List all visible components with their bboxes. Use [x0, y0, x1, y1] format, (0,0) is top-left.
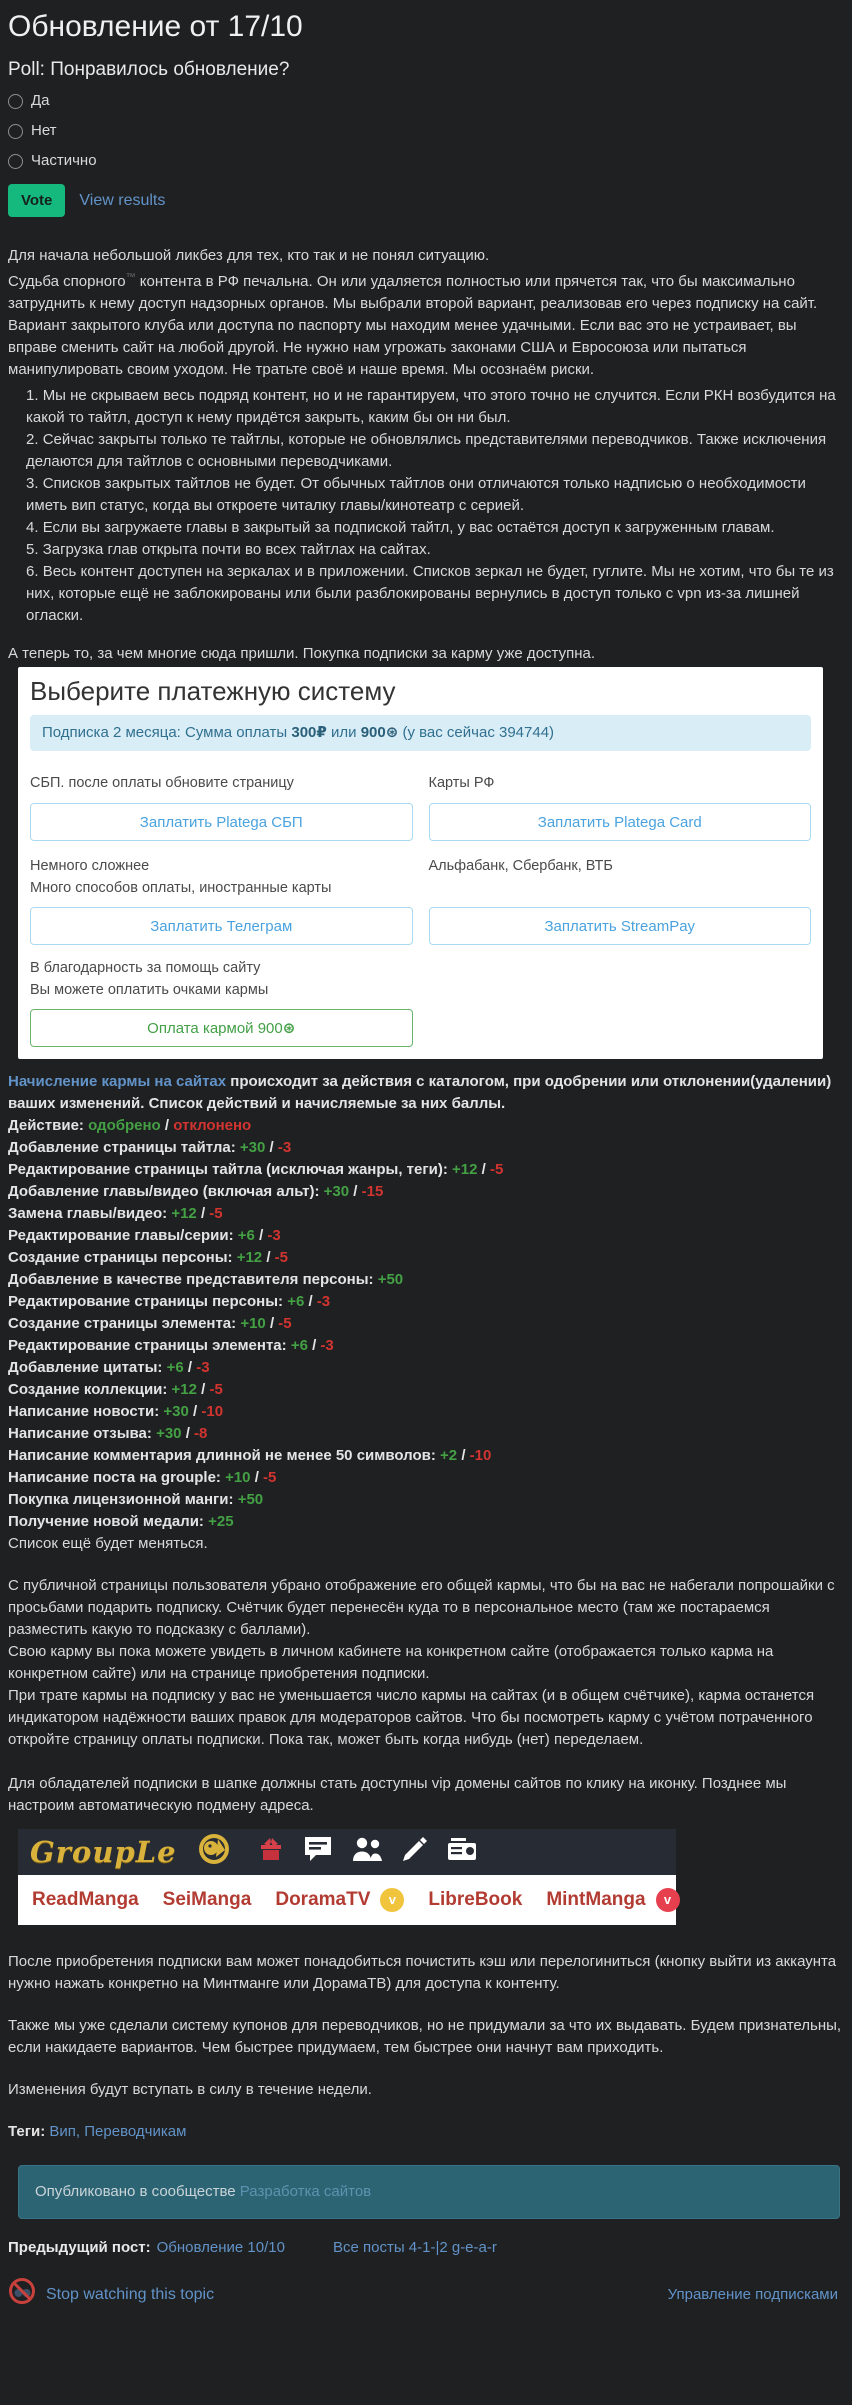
karma-item: [8, 1313, 842, 1335]
karma-item: [8, 1423, 842, 1445]
karma-plus-value: +30: [323, 1183, 350, 1200]
grouple-banner[interactable]: [18, 1829, 676, 1925]
karma-plus-value: +30: [156, 1425, 182, 1442]
karma-minus-value: -3: [277, 1139, 292, 1156]
separator: /: [200, 1205, 206, 1222]
poll-option-label: Нет: [31, 122, 57, 139]
amount-rub: 300₽: [291, 724, 327, 741]
karma-plus-value: +12: [236, 1249, 263, 1266]
karma-minus-value: -5: [274, 1249, 289, 1266]
karma-plus-value: +12: [171, 1205, 197, 1222]
grouple-banner-header: [18, 1829, 676, 1875]
karma-plus-value: +12: [171, 1381, 197, 1398]
view-results-link[interactable]: View results: [79, 191, 166, 209]
pay-platega-card-button[interactable]: Заплатить Platega Card: [429, 803, 812, 841]
cache-note-text: После приобретения подписки вам может понадобиться почистить кэш или перелогиниться (кнопку выйти из аккаунта нужно нажать конкретно на Минтманге или ДорамаТВ) для доступа к контенту.: [8, 1953, 837, 1992]
rollout-text: Изменения будут вступать в силу в течение недели.: [8, 2081, 372, 2098]
karma-thanks-note: В благодарность за помощь сайту Вы можете оплатить очками кармы: [30, 960, 269, 998]
karma-minus-value: -5: [489, 1161, 504, 1178]
payment-grid: [30, 763, 811, 1047]
karma-item: [8, 1467, 842, 1489]
comments-icon[interactable]: [303, 1835, 333, 1870]
karma-item: [8, 1335, 842, 1357]
karma-item-label: Создание страницы элемента:: [8, 1315, 237, 1332]
rule-item: 2. Сейчас закрыты только те тайтлы, которые не обновлялись представителями переводчиков. Также исключения делаются для тайтлов с основными переводчиками.: [26, 429, 842, 473]
karma-section: [8, 1071, 842, 1555]
grouple-mascot-icon: [197, 1832, 231, 1873]
users-icon[interactable]: [351, 1836, 383, 1869]
separator: /: [201, 1381, 206, 1398]
paragraph: При трате кармы на подписку у вас не уменьшается число кармы на сайтах (и в общем счётчике), карма останется индикатором надёжности ваших правок для модераторов сайтов. Что бы посмотреть карму с учётом потраченного откройте страницу оплаты подписки. Пока так, может быть когда нибудь (нет) переделаем.: [8, 1687, 815, 1748]
site-link[interactable]: DoramaTV: [275, 1889, 371, 1910]
karma-item: [8, 1401, 842, 1423]
poll-option-label: Частично: [31, 152, 97, 169]
separator: /: [312, 1337, 317, 1354]
radio-icon[interactable]: [8, 94, 23, 109]
site-link[interactable]: LibreBook: [428, 1889, 523, 1910]
karma-item: [8, 1489, 842, 1511]
karma-item-label: Написание поста на grouple:: [8, 1469, 221, 1486]
karma-plus-value: +25: [208, 1513, 234, 1530]
poll-option-label: Да: [31, 92, 50, 109]
poll-option[interactable]: [8, 90, 842, 112]
cards-note: Карты РФ: [428, 775, 495, 791]
subscription-info-bar: [30, 715, 811, 751]
karma-item-label: Редактирование страницы элемента:: [8, 1337, 287, 1354]
banner-site[interactable]: [32, 1889, 139, 1911]
karma-plus-value: +50: [237, 1491, 264, 1508]
separator: /: [353, 1183, 358, 1200]
karma-minus-value: -5: [278, 1315, 292, 1332]
separator: /: [164, 1117, 170, 1134]
karma-minus-value: -15: [361, 1183, 384, 1200]
poll-actions: [8, 184, 842, 217]
banner-site[interactable]: [546, 1888, 679, 1912]
poll-option[interactable]: [8, 150, 842, 172]
karma-item-label: Написание новости:: [8, 1403, 160, 1420]
karma-plus-value: +6: [287, 1293, 305, 1310]
stop-watching-control[interactable]: [8, 2277, 214, 2312]
intro-text: [8, 245, 842, 381]
karma-items: [8, 1137, 842, 1533]
karma-item: [8, 1269, 842, 1291]
karma-minus-value: -5: [209, 1205, 223, 1222]
rules-list: [8, 385, 842, 627]
site-link[interactable]: ReadManga: [32, 1889, 139, 1910]
karma-details-text: [8, 1575, 842, 1751]
karma-icon: ⊛: [385, 724, 399, 741]
radio-icon[interactable]: [8, 124, 23, 139]
radio-icon[interactable]: [8, 154, 23, 169]
pay-karma-button[interactable]: Оплата кармой 900⊛: [30, 1009, 413, 1047]
karma-item: [8, 1137, 842, 1159]
separator: /: [259, 1227, 264, 1244]
separator: /: [187, 1359, 193, 1376]
separator: /: [461, 1447, 466, 1464]
telegram-note: Немного сложнее Много способов оплаты, иностранные карты: [30, 858, 332, 896]
karma-plus-value: +12: [452, 1161, 478, 1178]
pay-platega-sbp-button[interactable]: Заплатить Platega СБП: [30, 803, 413, 841]
all-posts-link[interactable]: Все посты 4-1-|2 g-e-a-r: [332, 2239, 497, 2256]
site-link[interactable]: MintManga: [546, 1889, 646, 1910]
page-title: Обновление от 17/10: [8, 10, 303, 43]
karma-minus-value: -3: [196, 1359, 210, 1376]
vip-domains-text: Для обладателей подписки в шапке должны стать доступны vip домены сайтов по клику на иконку. Позднее мы настроим автоматическую подмену адреса.: [8, 1775, 787, 1814]
empty-cell: [429, 945, 812, 1009]
info-prefix: Подписка 2 месяца: Сумма оплаты: [42, 724, 292, 741]
karma-item-label: Создание коллекции:: [8, 1381, 168, 1398]
site-link[interactable]: SeiManga: [162, 1889, 252, 1910]
karma-item-label: Добавление цитаты:: [8, 1359, 163, 1376]
karma-item-label: Покупка лицензионной манги:: [8, 1491, 234, 1508]
karma-intro: [8, 1071, 842, 1115]
info-or: или: [326, 724, 361, 741]
karma-plus-value: +6: [290, 1337, 308, 1354]
amount-karma: 900⊛: [360, 724, 399, 741]
separator: /: [308, 1293, 313, 1310]
community-link[interactable]: Разработка сайтов: [239, 2183, 372, 2200]
karma-item: [8, 1445, 842, 1467]
karma-balance: (у вас сейчас 394744): [398, 724, 555, 741]
karma-item-label: Создание страницы персоны:: [8, 1249, 233, 1266]
separator: /: [269, 1139, 274, 1156]
vip-badge[interactable]: v: [656, 1888, 680, 1912]
karma-item: [8, 1379, 842, 1401]
karma-item: [8, 1203, 842, 1225]
banner-site[interactable]: [275, 1888, 404, 1912]
karma-item-label: Редактирование главы/серии:: [8, 1227, 234, 1244]
rule-item: 5. Загрузка глав открыта почти во всех тайтлах на сайтах.: [26, 539, 842, 561]
tags-row: [8, 2121, 842, 2143]
tags-label: Теги:: [8, 2123, 46, 2140]
banks-note: Альфабанк, Сбербанк, ВТБ: [428, 858, 613, 874]
pay-streampay-button[interactable]: Заплатить StreamPay: [429, 907, 812, 945]
karma-minus-value: -10: [201, 1403, 224, 1420]
karma-plus-value: +50: [377, 1271, 404, 1288]
karma-item: [8, 1247, 842, 1269]
intro-p2-start: Судьба спорного: [8, 273, 126, 290]
approved-label: одобрено: [88, 1117, 161, 1134]
rejected-label: отклонено: [173, 1117, 252, 1134]
empty-cell: [429, 1009, 812, 1047]
poll-option[interactable]: [8, 120, 842, 142]
karma-item-label: Редактирование страницы тайтла (исключая жанры, теги):: [8, 1161, 448, 1178]
action-label: Действие:: [8, 1117, 84, 1134]
separator: /: [193, 1403, 198, 1420]
manage-subscriptions-link[interactable]: Управление подписками: [667, 2285, 838, 2303]
separator: /: [266, 1249, 271, 1266]
banner-icon-row: [257, 1835, 477, 1870]
post-navigation: [8, 2237, 842, 2259]
banner-site[interactable]: [428, 1889, 522, 1911]
intro-p2-rest: контента в РФ печальна. Он или удаляется полностью или прячется так, что бы максимально затруднить к нему доступ надзорных органов. Мы выбрали второй вариант, реализовав его через подписку на сайт. Вариант закрытого клуба или доступа по паспорту мы находим менее удачными. Если вас это не устраивает, вы вправе сменить сайт на любой другой. Не нужно нам угрожать законами США и Евросоюза или пытаться манипулировать своим уходом. Не тратьте своё и наше время. Мы осознаём риски.: [8, 273, 818, 378]
topic-footer: [8, 2277, 842, 2312]
karma-minus-value: -5: [209, 1381, 223, 1398]
payment-widget: [18, 667, 823, 1059]
separator: /: [185, 1425, 190, 1442]
karma-item: [8, 1159, 842, 1181]
tag-link[interactable]: Вип: [49, 2123, 76, 2140]
sbp-note: СБП. после оплаты обновите страницу: [30, 775, 294, 791]
karma-note: Список ещё будет меняться.: [8, 1535, 208, 1552]
karma-item-label: Добавление главы/видео (включая альт):: [8, 1183, 320, 1200]
poll: [8, 58, 842, 217]
karma-item-label: Добавление страницы тайтла:: [8, 1139, 236, 1156]
poll-options: [8, 90, 842, 172]
karma-plus-value: +10: [240, 1315, 266, 1332]
rule-item: 4. Если вы загружаете главы в закрытый за подпиской тайтл, у вас остаётся доступ к загруженным главам.: [26, 517, 842, 539]
karma-plus-value: +6: [237, 1227, 255, 1244]
karma-minus-value: -10: [469, 1447, 492, 1464]
vip-badge[interactable]: v: [380, 1888, 404, 1912]
banner-site[interactable]: [163, 1889, 252, 1911]
karma-icon: ⊛: [282, 1020, 296, 1037]
karma-item: [8, 1511, 842, 1533]
karma-item: [8, 1357, 842, 1379]
rule-item: 3. Списков закрытых тайтлов не будет. От обычных тайтлов они отличаются только надписью о необходимости иметь вип статус, когда вы откроете читалку главы/кинотеатр с серией.: [26, 473, 842, 517]
karma-intro-rest: происходит за действия с каталогом, при одобрении или отклонении(удалении) ваших изменений. Список действий и начисляемые за них баллы.: [8, 1073, 832, 1112]
rule-item: 1. Мы не скрываем весь подряд контент, но и не гарантируем, что этого точно не случится. Если РКН возбудится на какой то тайтл, доступ к нему придётся закрыть, каким бы он ни был.: [26, 385, 842, 429]
karma-sites-link[interactable]: Начисление кармы на сайтах: [8, 1073, 227, 1090]
grouple-sites-strip: [18, 1875, 676, 1925]
separator: /: [254, 1469, 259, 1486]
karma-minus-value: -3: [316, 1293, 331, 1310]
intro-paragraph-1: Для начала небольшой ликбез для тех, кто так и не понял ситуацию.: [8, 247, 490, 264]
pencil-icon[interactable]: [401, 1835, 429, 1870]
tags-list: [49, 2123, 186, 2140]
karma-item-label: Получение новой медали:: [8, 1513, 204, 1530]
poll-question: Poll: Понравилось обновление?: [8, 59, 290, 80]
karma-item: [8, 1225, 842, 1247]
community-prefix: Опубликовано в сообществе: [35, 2183, 240, 2200]
separator: /: [481, 1161, 486, 1178]
karma-item: [8, 1291, 842, 1313]
tag-link[interactable]: , Переводчикам: [76, 2123, 186, 2140]
karma-item-label: Написание отзыва:: [8, 1425, 152, 1442]
karma-plus-value: +10: [225, 1469, 251, 1486]
stop-watching-icon[interactable]: [8, 2277, 36, 2312]
karma-minus-value: -8: [194, 1425, 208, 1442]
karma-plus-value: +30: [239, 1139, 266, 1156]
karma-minus-value: -5: [263, 1469, 277, 1486]
karma-item-label: Добавление в качестве представителя персоны:: [8, 1271, 374, 1288]
grouple-logo[interactable]: GroupLe: [30, 1835, 177, 1869]
karma-plus-value: +2: [440, 1447, 458, 1464]
pay-telegram-button[interactable]: Заплатить Телеграм: [30, 907, 413, 945]
previous-post-label: Предыдущий пост:: [8, 2239, 151, 2256]
gift-icon[interactable]: [257, 1835, 285, 1870]
karma-plus-value: +6: [166, 1359, 184, 1376]
karma-item: [8, 1181, 842, 1203]
karma-item-label: Редактирование страницы персоны:: [8, 1293, 284, 1310]
paragraph: Свою карму вы пока можете увидеть в личном кабинете на конкретном сайте (отображается только карма на конкретном сайте) или на странице приобретения подписки.: [8, 1643, 774, 1682]
karma-plus-value: +30: [163, 1403, 189, 1420]
vote-button[interactable]: Vote: [8, 184, 65, 217]
payment-title: Выберите платежную систему: [30, 676, 396, 706]
karma-minus-value: -3: [267, 1227, 281, 1244]
karma-action-legend: [8, 1115, 842, 1137]
karma-item-label: Замена главы/видео:: [8, 1205, 168, 1222]
intro-paragraph-2: [8, 267, 842, 381]
previous-post-link[interactable]: Обновление 10/10: [156, 2239, 285, 2256]
stop-watching-link[interactable]: Stop watching this topic: [46, 2285, 215, 2303]
rule-item: 6. Весь контент доступен на зеркалах и в приложении. Списков зеркал не будет, гуглите. Мы не хотим, что бы те из них, которые ещё не заблокированы или были разблокированы вернулись в доступ только с vpn из-за лишней огласки.: [26, 561, 842, 627]
paragraph: С публичной страницы пользователя убрано отображение его общей кармы, что бы на вас не набегали попрошайки с просьбами подарить подписку. Счётчик будет перенесён куда то в персональное место (там же постараемся разместить какую то подсказку с баллами).: [8, 1577, 835, 1638]
karma-minus-value: -3: [320, 1337, 334, 1354]
separator: /: [269, 1315, 275, 1332]
bridge-text: А теперь то, за чем многие сюда пришли. Покупка подписки за карму уже доступна.: [8, 645, 595, 662]
coupons-text: Также мы уже сделали систему купонов для переводчиков, но не придумали за что их выдавать. Будем признательны, если накидаете вариантов. Чем быстрее придумаем, тем быстрее они начнут вам приходить.: [8, 2017, 842, 2056]
karma-item-label: Написание комментария длинной не менее 50 символов:: [8, 1447, 436, 1464]
trademark-symbol: ™: [125, 272, 136, 283]
radio-news-icon[interactable]: [447, 1836, 477, 1869]
community-banner[interactable]: [18, 2165, 840, 2219]
